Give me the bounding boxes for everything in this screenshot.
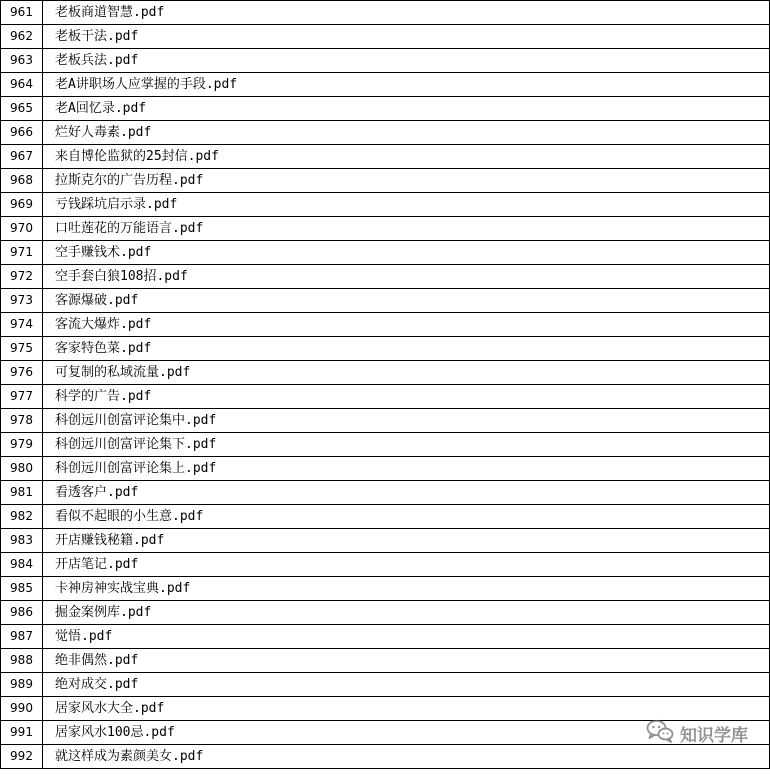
file-name-cell[interactable]: 觉悟.pdf — [43, 625, 770, 649]
file-name-cell[interactable]: 空手赚钱术.pdf — [43, 241, 770, 265]
row-number-cell[interactable]: 987 — [1, 625, 43, 649]
file-name-cell[interactable]: 口吐莲花的万能语言.pdf — [43, 217, 770, 241]
table-row — [1, 481, 770, 505]
file-name-cell[interactable]: 就这样成为素颜美女.pdf — [43, 745, 770, 769]
row-number-cell[interactable]: 984 — [1, 553, 43, 577]
file-name-cell[interactable]: 来自博伦监狱的25封信.pdf — [43, 145, 770, 169]
file-name-cell[interactable]: 老板商道智慧.pdf — [43, 1, 770, 25]
table-row — [1, 385, 770, 409]
file-name-cell[interactable]: 老A回忆录.pdf — [43, 97, 770, 121]
row-number-cell[interactable]: 978 — [1, 409, 43, 433]
table-row — [1, 577, 770, 601]
row-number-cell[interactable]: 972 — [1, 265, 43, 289]
file-name-cell[interactable]: 看透客户.pdf — [43, 481, 770, 505]
row-number-cell[interactable]: 966 — [1, 121, 43, 145]
row-number-cell[interactable]: 970 — [1, 217, 43, 241]
row-number-cell[interactable]: 988 — [1, 649, 43, 673]
file-name-cell[interactable]: 客流大爆炸.pdf — [43, 313, 770, 337]
file-name-cell[interactable]: 居家风水大全.pdf — [43, 697, 770, 721]
row-number-cell[interactable]: 964 — [1, 73, 43, 97]
row-number-cell[interactable]: 977 — [1, 385, 43, 409]
table-row — [1, 241, 770, 265]
row-number-cell[interactable]: 985 — [1, 577, 43, 601]
file-name-cell[interactable]: 老板兵法.pdf — [43, 49, 770, 73]
table-row — [1, 649, 770, 673]
table-row — [1, 265, 770, 289]
file-name-cell[interactable]: 烂好人毒素.pdf — [43, 121, 770, 145]
file-name-cell[interactable]: 绝非偶然.pdf — [43, 649, 770, 673]
table-row — [1, 457, 770, 481]
table-row — [1, 337, 770, 361]
file-name-cell[interactable]: 亏钱踩坑启示录.pdf — [43, 193, 770, 217]
row-number-cell[interactable]: 981 — [1, 481, 43, 505]
table-row — [1, 361, 770, 385]
file-name-cell[interactable]: 科创远川创富评论集下.pdf — [43, 433, 770, 457]
table-row — [1, 745, 770, 769]
file-name-cell[interactable]: 开店笔记.pdf — [43, 553, 770, 577]
file-name-cell[interactable]: 客源爆破.pdf — [43, 289, 770, 313]
row-number-cell[interactable]: 982 — [1, 505, 43, 529]
table-row — [1, 313, 770, 337]
file-name-cell[interactable]: 客家特色菜.pdf — [43, 337, 770, 361]
row-number-cell[interactable]: 971 — [1, 241, 43, 265]
file-name-cell[interactable]: 居家风水100忌.pdf — [43, 721, 770, 745]
table-row — [1, 553, 770, 577]
table-row — [1, 697, 770, 721]
row-number-cell[interactable]: 980 — [1, 457, 43, 481]
table-row — [1, 49, 770, 73]
file-name-cell[interactable]: 老板干法.pdf — [43, 25, 770, 49]
row-number-cell[interactable]: 986 — [1, 601, 43, 625]
file-name-cell[interactable]: 开店赚钱秘籍.pdf — [43, 529, 770, 553]
table-row — [1, 601, 770, 625]
row-number-cell[interactable]: 969 — [1, 193, 43, 217]
row-number-cell[interactable]: 974 — [1, 313, 43, 337]
table-row — [1, 121, 770, 145]
file-name-cell[interactable]: 老A讲职场人应掌握的手段.pdf — [43, 73, 770, 97]
row-number-cell[interactable]: 962 — [1, 25, 43, 49]
row-number-cell[interactable]: 976 — [1, 361, 43, 385]
table-row — [1, 25, 770, 49]
table-row — [1, 673, 770, 697]
table-row — [1, 721, 770, 745]
table-row — [1, 193, 770, 217]
row-number-cell[interactable]: 963 — [1, 49, 43, 73]
file-name-cell[interactable]: 绝对成交.pdf — [43, 673, 770, 697]
file-list-body — [1, 1, 770, 769]
row-number-cell[interactable]: 991 — [1, 721, 43, 745]
table-row — [1, 289, 770, 313]
table-row — [1, 409, 770, 433]
table-row — [1, 145, 770, 169]
file-name-cell[interactable]: 科创远川创富评论集中.pdf — [43, 409, 770, 433]
watermark-text: 知识学库 — [680, 726, 748, 746]
row-number-cell[interactable]: 979 — [1, 433, 43, 457]
table-row — [1, 433, 770, 457]
file-name-cell[interactable]: 掘金案例库.pdf — [43, 601, 770, 625]
file-name-cell[interactable]: 可复制的私域流量.pdf — [43, 361, 770, 385]
row-number-cell[interactable]: 973 — [1, 289, 43, 313]
row-number-cell[interactable]: 961 — [1, 1, 43, 25]
table-row — [1, 1, 770, 25]
row-number-cell[interactable]: 975 — [1, 337, 43, 361]
table-row — [1, 73, 770, 97]
file-name-cell[interactable]: 科创远川创富评论集上.pdf — [43, 457, 770, 481]
file-name-cell[interactable]: 卡神房神实战宝典.pdf — [43, 577, 770, 601]
row-number-cell[interactable]: 967 — [1, 145, 43, 169]
row-number-cell[interactable]: 965 — [1, 97, 43, 121]
row-number-cell[interactable]: 989 — [1, 673, 43, 697]
table-row — [1, 625, 770, 649]
file-name-cell[interactable]: 拉斯克尔的广告历程.pdf — [43, 169, 770, 193]
table-row — [1, 505, 770, 529]
row-number-cell[interactable]: 990 — [1, 697, 43, 721]
table-row — [1, 97, 770, 121]
row-number-cell[interactable]: 968 — [1, 169, 43, 193]
table-row — [1, 529, 770, 553]
table-row — [1, 169, 770, 193]
file-name-cell[interactable]: 看似不起眼的小生意.pdf — [43, 505, 770, 529]
file-name-cell[interactable]: 空手套白狼108招.pdf — [43, 265, 770, 289]
row-number-cell[interactable]: 992 — [1, 745, 43, 769]
table-row — [1, 217, 770, 241]
row-number-cell[interactable]: 983 — [1, 529, 43, 553]
file-name-cell[interactable]: 科学的广告.pdf — [43, 385, 770, 409]
